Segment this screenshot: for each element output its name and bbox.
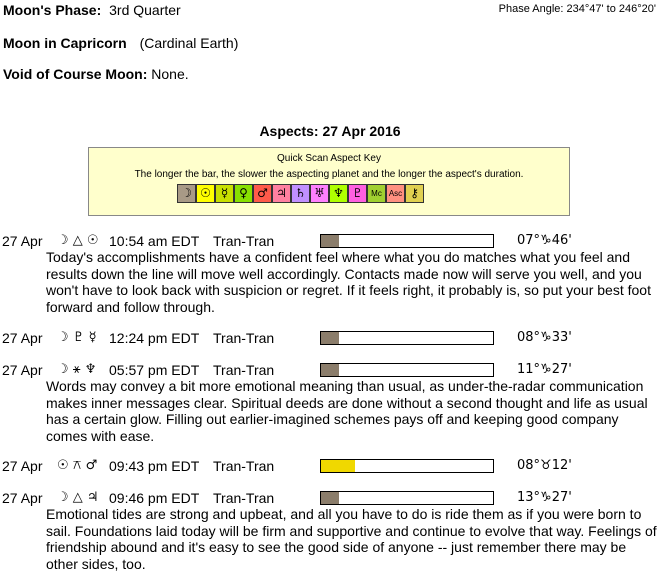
- moon-phase-line: [3, 2, 181, 18]
- entry-date: 27 Apr: [2, 490, 43, 506]
- entry-position: 08°♉12': [517, 458, 572, 473]
- entry-time: 10:54 am EDT: [109, 233, 200, 249]
- aspect-key-box: [88, 147, 570, 216]
- entry-time: 09:46 pm EDT: [109, 490, 200, 506]
- entry-type: Tran-Tran: [213, 458, 275, 474]
- entry-type: Tran-Tran: [213, 362, 275, 378]
- uranus-icon: ♅: [310, 184, 329, 203]
- mars-icon: ♂: [253, 184, 272, 203]
- duration-bar: [320, 331, 494, 345]
- entry-position: 11°♑27': [517, 362, 572, 377]
- aspect-entry: [2, 490, 658, 572]
- aspect-key-title: Quick Scan Aspect Key: [277, 153, 381, 164]
- entry-time: 12:24 pm EDT: [109, 330, 200, 346]
- void-moon-value: None.: [151, 66, 189, 82]
- midheaven-icon: Mc: [367, 184, 386, 203]
- mercury-icon: ☿: [215, 184, 234, 203]
- entry-symbols: ☽ ♇ ☿: [57, 330, 97, 345]
- duration-bar: [320, 363, 494, 377]
- moon-sign-line: [3, 35, 238, 51]
- moon-phase-label: Moon's Phase:: [3, 2, 102, 18]
- moon-phase-value: 3rd Quarter: [109, 2, 181, 18]
- entry-description: Words may convey a bit more emotional meaning than usual, as under-the-radar communication makes inner messages clear. Spiritual deeds are done without a second thought and life as usual has a certain glow. Filling out earlier-imagined schemes pays off and keeping good company comes with ease.: [46, 378, 648, 444]
- moon-icon: ☽: [177, 184, 196, 203]
- entry-date: 27 Apr: [2, 362, 43, 378]
- entry-position: 13°♑27': [517, 490, 572, 505]
- entry-time: 09:43 pm EDT: [109, 458, 200, 474]
- entry-symbols: ☉ ⚻ ♂: [57, 458, 98, 473]
- moon-sign-label: Moon in Capricorn: [3, 35, 127, 51]
- entry-date: 27 Apr: [2, 330, 43, 346]
- ascendant-icon: Asc: [386, 184, 405, 203]
- entry-symbols: ☽ △ ♃: [57, 490, 99, 505]
- entry-position: 07°♑46': [517, 233, 572, 248]
- duration-bar: [320, 491, 494, 505]
- aspect-entry: [2, 458, 658, 474]
- sun-icon: ☉: [196, 184, 215, 203]
- entry-description: Today's accomplishments have a confident feel where what you do matches what you feel and results down the line will move well accordingly. Contacts made now will serve you well, and you won't have to look back with suspicion or regret. If it feels right, it probably is, so put your best foot forward and follow through.: [46, 249, 651, 315]
- entry-date: 27 Apr: [2, 233, 43, 249]
- entry-description: Emotional tides are strong and upbeat, and all you have to do is ride them as if you were born to sail. Foundations laid today will be firm and supportive and continue to evolve that way. Feelings of friendship abound and it's easy to see the good side of anyone -- just remember there may be other sides, too.: [46, 506, 657, 572]
- duration-bar-fill: [321, 364, 339, 376]
- venus-icon: ♀: [234, 184, 253, 203]
- phase-angle: Phase Angle: 234°47' to 246°20': [498, 3, 656, 15]
- jupiter-icon: ♃: [272, 184, 291, 203]
- duration-bar-fill: [321, 460, 355, 472]
- aspects-title: Aspects: 27 Apr 2016: [259, 123, 401, 139]
- entry-type: Tran-Tran: [213, 233, 275, 249]
- moon-sign-value: (Cardinal Earth): [139, 35, 239, 51]
- saturn-icon: ♄: [291, 184, 310, 203]
- void-moon-label: Void of Course Moon:: [3, 66, 148, 82]
- aspect-key-row: [177, 184, 424, 203]
- neptune-icon: ♆: [329, 184, 348, 203]
- void-moon-line: [3, 66, 189, 82]
- entry-position: 08°♑33': [517, 330, 572, 345]
- duration-bar-fill: [321, 235, 339, 247]
- aspect-entry: [2, 330, 658, 346]
- duration-bar-fill: [321, 492, 339, 504]
- entry-symbols: ☽ △ ☉: [57, 233, 99, 248]
- aspect-key-text: The longer the bar, the slower the aspecting planet and the longer the aspect's duration.: [134, 169, 524, 180]
- entry-time: 05:57 pm EDT: [109, 362, 200, 378]
- duration-bar: [320, 459, 494, 473]
- aspect-entry: [2, 233, 658, 315]
- chiron-icon: ⚷: [405, 184, 424, 203]
- entry-type: Tran-Tran: [213, 330, 275, 346]
- duration-bar: [320, 234, 494, 248]
- entry-date: 27 Apr: [2, 458, 43, 474]
- aspect-entry: [2, 362, 658, 444]
- entry-symbols: ☽ ⚹ ♆: [57, 362, 97, 377]
- duration-bar-fill: [321, 332, 339, 344]
- entry-type: Tran-Tran: [213, 490, 275, 506]
- pluto-icon: ♇: [348, 184, 367, 203]
